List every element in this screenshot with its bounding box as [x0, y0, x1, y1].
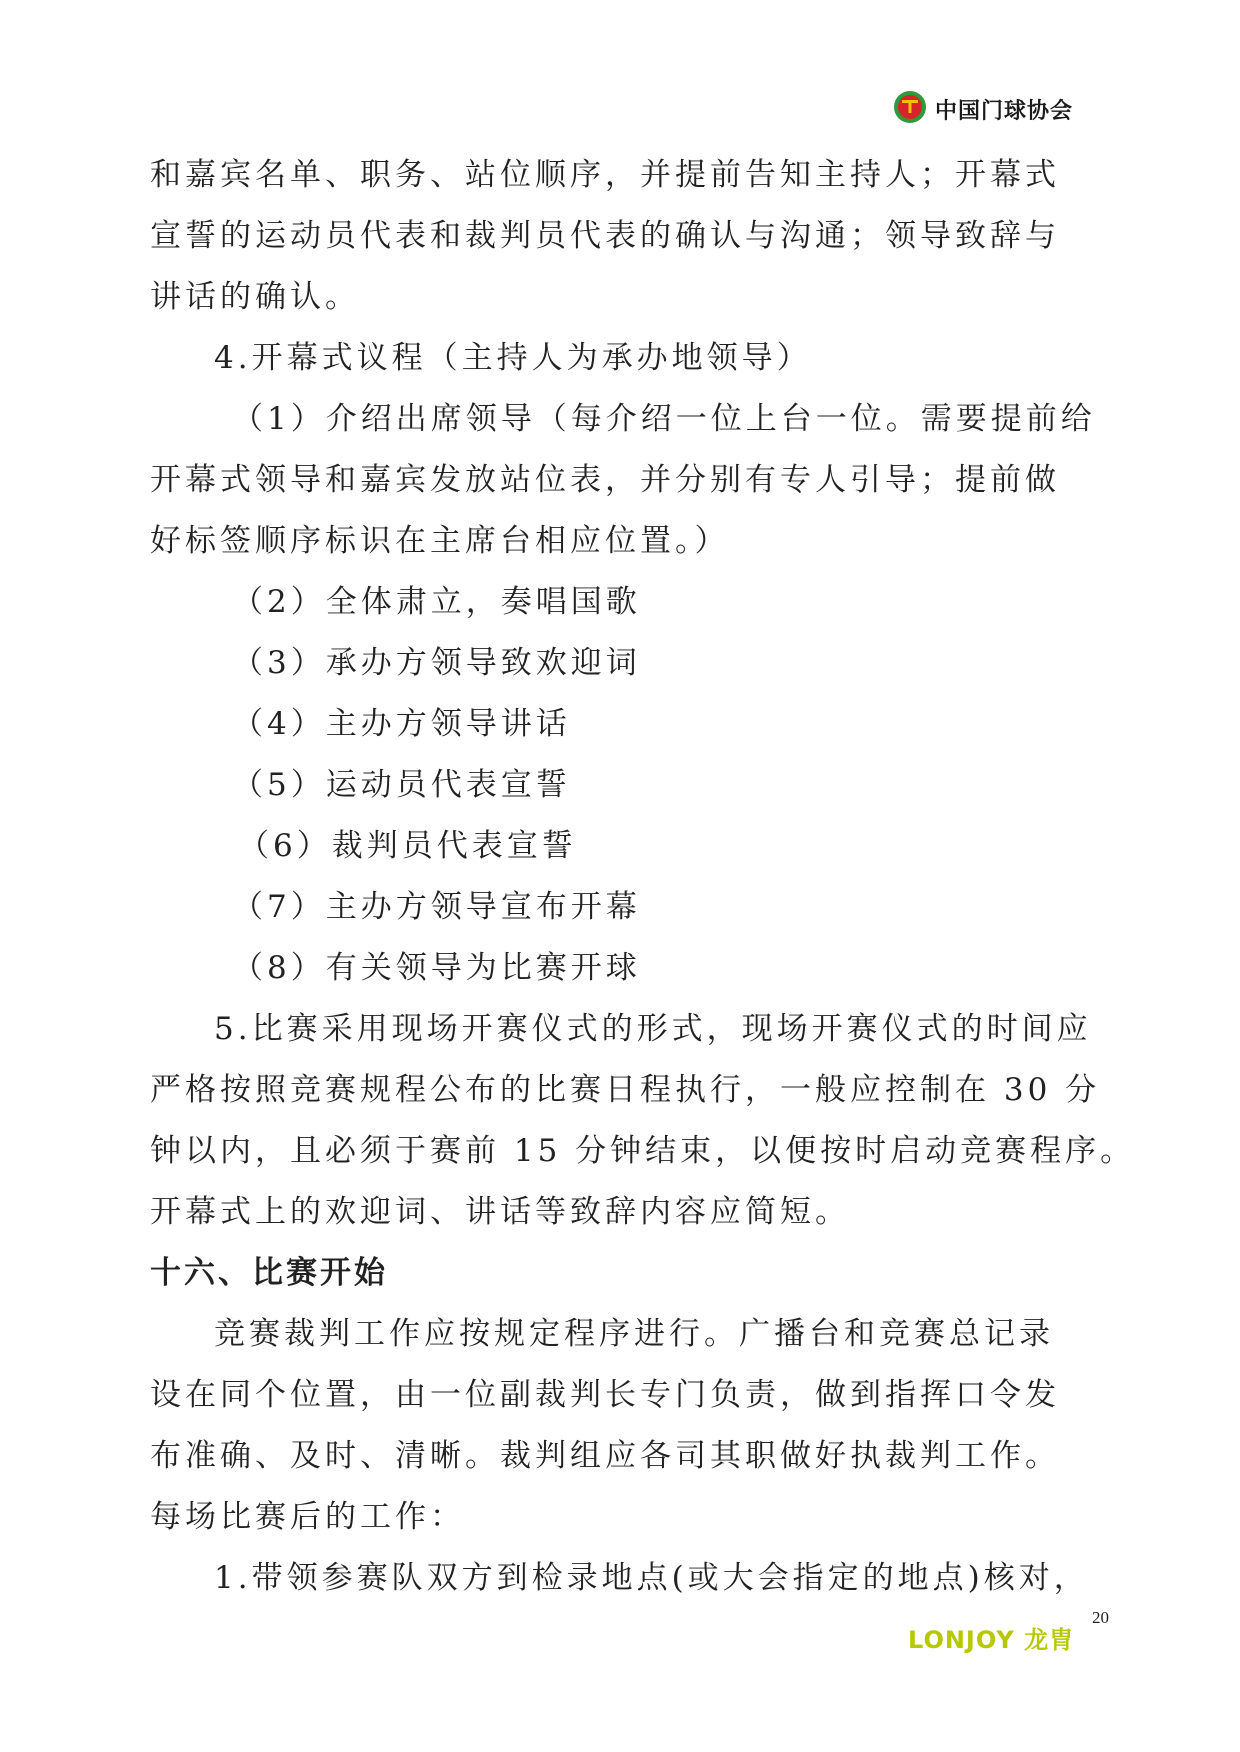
paragraph-line: 好标签顺序标识在主席台相应位置。）	[150, 523, 730, 559]
agenda-item-4: （4）主办方领导讲话	[232, 706, 571, 742]
paragraph-line: 讲话的确认。	[150, 279, 360, 315]
agenda-item-6: （6）裁判员代表宣誓	[238, 828, 577, 864]
org-name: 中国门球协会	[935, 99, 1074, 124]
footer-brand-logo: LONJOY 龙胄	[908, 1626, 1075, 1654]
section-item-4: 4.开幕式议程（主持人为承办地领导）	[214, 340, 812, 376]
agenda-item-8: （8）有关领导为比赛开球	[232, 950, 641, 986]
agenda-item-3: （3）承办方领导致欢迎词	[232, 645, 641, 681]
paragraph-line: 和嘉宾名单、职务、站位顺序，并提前告知主持人；开幕式	[150, 157, 1060, 193]
paragraph-line: 钟以内，且必须于赛前 15 分钟结束，以便按时启动竞赛程序。	[150, 1133, 1136, 1169]
paragraph-line: 设在同个位置，由一位副裁判长专门负责，做到指挥口令发	[150, 1377, 1060, 1413]
agenda-item-1: （1）介绍出席领导（每介绍一位上台一位。需要提前给	[232, 401, 1096, 437]
paragraph-line: 开幕式上的欢迎词、讲话等致辞内容应简短。	[150, 1194, 850, 1230]
section-item-5: 5.比赛采用现场开赛仪式的形式，现场开赛仪式的时间应	[214, 1011, 1092, 1047]
agenda-item-2: （2）全体肃立，奏唱国歌	[232, 584, 641, 620]
agenda-item-5: （5）运动员代表宣誓	[232, 767, 571, 803]
paragraph-line: 每场比赛后的工作：	[150, 1499, 465, 1535]
section-item-1: 1.带领参赛队双方到检录地点(或大会指定的地点)核对，	[214, 1560, 1089, 1596]
page-number: 20	[1092, 1608, 1109, 1627]
paragraph-line: 宣誓的运动员代表和裁判员代表的确认与沟通；领导致辞与	[150, 218, 1060, 254]
gateball-association-logo-icon	[893, 90, 927, 124]
agenda-item-7: （7）主办方领导宣布开幕	[232, 889, 641, 925]
section-heading-16: 十六、比赛开始	[150, 1255, 388, 1291]
paragraph-line: 开幕式领导和嘉宾发放站位表，并分别有专人引导；提前做	[150, 462, 1060, 498]
header-logo	[893, 88, 1073, 125]
paragraph-line: 严格按照竞赛规程公布的比赛日程执行，一般应控制在 30 分	[150, 1072, 1101, 1108]
paragraph-line: 竞赛裁判工作应按规定程序进行。广播台和竞赛总记录	[214, 1316, 1054, 1352]
document-body	[150, 145, 1136, 1609]
paragraph-line: 布准确、及时、清晰。裁判组应各司其职做好执裁判工作。	[150, 1438, 1060, 1474]
